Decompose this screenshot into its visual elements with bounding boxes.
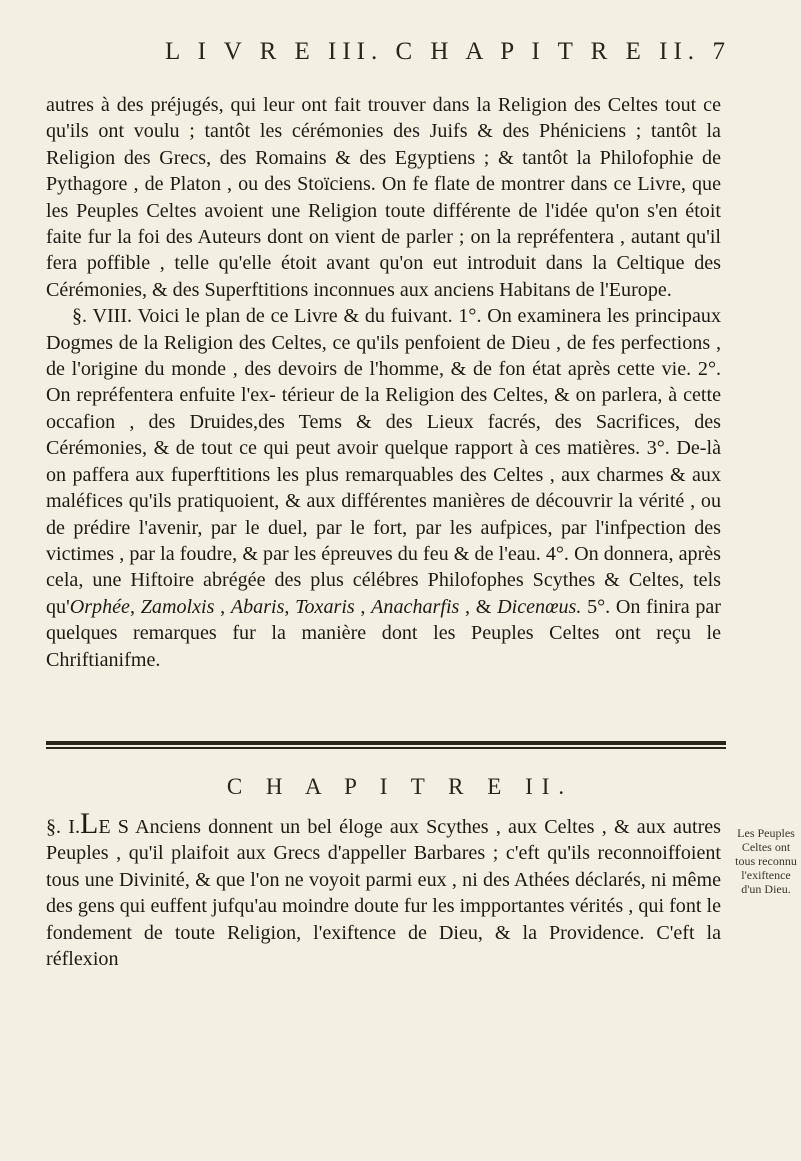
margin-note <box>734 826 798 896</box>
text-line: & tantôt la Philofophie de Pythagore , de Platon , ou des Stoïciens. On <box>46 146 721 196</box>
text-line: Dieu , de fes perfections , de l'origine du monde , des devoirs de <box>46 331 721 381</box>
italic-name: Anacharfis <box>371 595 460 618</box>
punctuation: , & <box>459 595 498 618</box>
punctuation: , <box>129 595 136 618</box>
text-line: quelques remarques fur la manière dont les Peuples Celtes ont reçu le <box>46 622 721 645</box>
text-line: autres à des préjugés, qui leur ont fait trouver dans la Religion des <box>46 94 601 116</box>
margin-note-line: l'exiftence <box>741 868 791 882</box>
drop-cap: L <box>80 807 99 840</box>
text-line: qu'ils reconnoiffoient tous une Divinité, & que l'on ne voyoit parmi <box>46 842 722 891</box>
text-line: moindre doute fur les impportantes vérités , qui font le fondement de <box>46 895 721 944</box>
text-line: Druides,des Tems & des Lieux facrés, des Sacrifices, des Cérémonies, <box>46 410 721 460</box>
text-line: E S Anciens donnent un bel éloge aux Scythes , aux Celtes , & <box>98 816 630 838</box>
margin-note-line: d'un Dieu. <box>741 882 791 896</box>
text-line: on paffera aux fuperftitions les plus remarquables des Celtes , aux <box>46 463 591 486</box>
punctuation: , <box>214 595 231 618</box>
italic-name: Dicenœus. <box>497 595 582 618</box>
text-line: toute Religion, l'exiftence de Dieu, & la Providence. C'eft la réflexion <box>46 921 722 971</box>
margin-note-line: Celtes ont <box>741 840 791 854</box>
text-line: Auteurs dont on vient de parler ; on la repréfentera , autant qu'il fera <box>46 226 721 275</box>
italic-name: Abaris <box>230 595 285 618</box>
italic-name: Orphée <box>69 595 130 618</box>
paragraph-continuation <box>46 92 721 303</box>
italic-name: Zamolxis <box>140 595 215 618</box>
chapter-paragraph <box>46 807 722 972</box>
text-line: principaux Dogmes de la Religion des Celtes, ce qu'ils penfoient de <box>46 305 721 354</box>
text-line: & de tout ce qui peut avoir quelque rapport à ces matières. 3°. De-là <box>153 437 721 460</box>
chapter-divider-thick <box>46 741 726 745</box>
section-number: §. I. <box>46 816 80 838</box>
text-line: 5°. On finira par <box>581 595 721 618</box>
chapter-title: C H A P I T R E II. <box>226 774 574 799</box>
punctuation: , <box>284 595 296 618</box>
text-line: aux autres Peuples , qu'il plaifoit aux Grecs d'appeller Barbares ; c'eft <box>46 816 721 865</box>
text-line: Chriftianifme. <box>46 648 161 671</box>
italic-name: Toxaris <box>295 595 355 618</box>
running-head <box>165 38 725 66</box>
text-line: Phéniciens ; tantôt la Religion des Grecs, des Romains & des Egyptiens ; <box>46 120 721 169</box>
text-line: §. VIII. Voici le plan de ce Livre & du fuivant. 1°. On examinera les <box>72 305 630 328</box>
text-line: abrégée des plus célébres Philofophes Scythes & Celtes, tels qu' <box>46 569 721 618</box>
text-line: l'homme, & de fon état après cette vie. 2°. On repréfentera enfuite l'ex- <box>46 358 721 407</box>
text-line: Religion toute différente de l'idée qu'on s'en étoit faite fur la foi des <box>46 199 721 249</box>
chapter-body <box>46 807 722 972</box>
body-text <box>46 92 721 673</box>
page-number: 7 <box>712 38 725 65</box>
punctuation: , <box>354 595 372 618</box>
paragraph-section-viii <box>46 303 721 673</box>
text-line: des Cérémonies, & des Superftitions inconnues aux anciens Habitans <box>46 252 721 301</box>
text-line: de l'Europe. <box>575 278 672 301</box>
margin-note-line: tous reconnu <box>735 854 797 868</box>
text-line: fe flate de montrer dans ce Livre, que les Peuples Celtes avoient une <box>46 173 721 222</box>
text-line: charmes & aux maléfices qu'ils pratiquoient, & aux différentes manières <box>46 463 722 513</box>
text-line: térieur de la Religion des Celtes, & on parlera, à cette occafion , des <box>46 384 721 433</box>
chapter-divider-thin <box>46 747 726 749</box>
text-line: les épreuves du feu & de l'eau. 4°. On donnera, après cela, une Hiftoire <box>46 542 721 592</box>
text-line: eux , ni des Athées déclarés, ni même des gens qui euffent jufqu'au <box>46 868 722 918</box>
text-line: par les aufpices, par l'infpection des victimes , par la foudre, & par <box>46 516 721 565</box>
margin-note-line: Les Peuples <box>737 826 795 840</box>
running-head-title: L I V R E III. C H A P I T R E II. <box>165 38 701 65</box>
text-line: poffible , telle qu'elle étoit avant qu'on eut introduit dans la Celtique <box>86 252 685 275</box>
text-line: Celtes tout ce qu'ils ont voulu ; tantôt les cérémonies des Juifs & des <box>46 94 721 143</box>
text-line: de découvrir la vérité , ou de prédire l'avenir, par le duel, par le fort, <box>46 490 721 539</box>
